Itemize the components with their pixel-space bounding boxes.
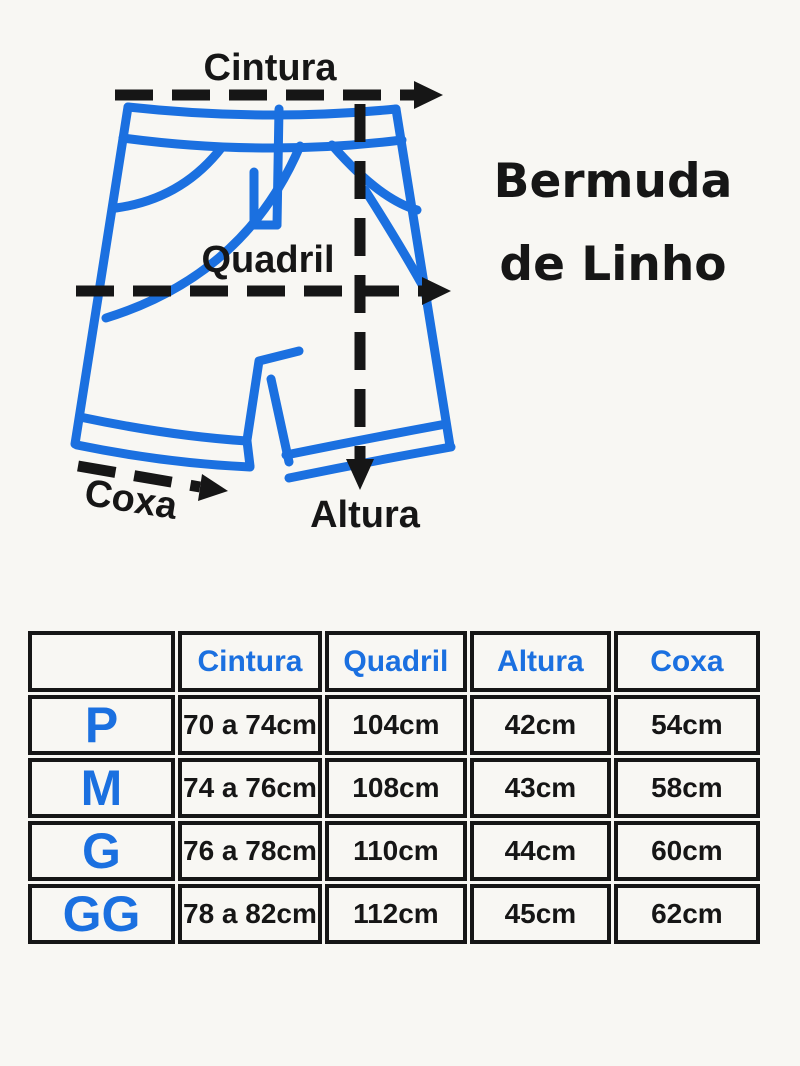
value-cell: 78 a 82cm bbox=[178, 884, 322, 944]
thigh-arrowhead-icon bbox=[198, 474, 228, 501]
value-cell: 45cm bbox=[470, 884, 611, 944]
header-cell-cintura: Cintura bbox=[178, 631, 322, 692]
table-row-g bbox=[28, 821, 760, 881]
table-row-m bbox=[28, 758, 760, 818]
value-cell: 74 a 76cm bbox=[178, 758, 322, 818]
hip-measure-arrow bbox=[76, 277, 451, 305]
hip-label: Quadril bbox=[201, 239, 335, 281]
height-label: Altura bbox=[310, 494, 420, 536]
value-cell: 43cm bbox=[470, 758, 611, 818]
value-cell: 70 a 74cm bbox=[178, 695, 322, 755]
header-cell-size bbox=[28, 631, 175, 692]
value-cell: 58cm bbox=[614, 758, 760, 818]
size-cell: GG bbox=[28, 884, 175, 944]
table-row-p bbox=[28, 695, 760, 755]
waist-label: Cintura bbox=[203, 47, 337, 89]
value-cell: 42cm bbox=[470, 695, 611, 755]
value-cell: 62cm bbox=[614, 884, 760, 944]
value-cell: 76 a 78cm bbox=[178, 821, 322, 881]
size-cell: M bbox=[28, 758, 175, 818]
waist-arrowhead-icon bbox=[414, 81, 443, 109]
product-title-line2: de Linho bbox=[499, 237, 727, 292]
header-cell-quadril: Quadril bbox=[325, 631, 467, 692]
value-cell: 60cm bbox=[614, 821, 760, 881]
header-cell-coxa: Coxa bbox=[614, 631, 760, 692]
value-cell: 44cm bbox=[470, 821, 611, 881]
product-title bbox=[468, 140, 758, 306]
height-arrowhead-icon bbox=[346, 459, 374, 490]
product-title-line1: Bermuda bbox=[493, 154, 733, 209]
size-chart-table bbox=[25, 628, 763, 947]
value-cell: 54cm bbox=[614, 695, 760, 755]
value-cell: 108cm bbox=[325, 758, 467, 818]
hip-arrowhead-icon bbox=[422, 277, 451, 305]
size-cell: G bbox=[28, 821, 175, 881]
header-cell-altura: Altura bbox=[470, 631, 611, 692]
table-row-gg bbox=[28, 884, 760, 944]
table-header-row bbox=[28, 631, 760, 692]
value-cell: 110cm bbox=[325, 821, 467, 881]
size-cell: P bbox=[28, 695, 175, 755]
thigh-label: Coxa bbox=[81, 471, 181, 528]
value-cell: 112cm bbox=[325, 884, 467, 944]
value-cell: 104cm bbox=[325, 695, 467, 755]
